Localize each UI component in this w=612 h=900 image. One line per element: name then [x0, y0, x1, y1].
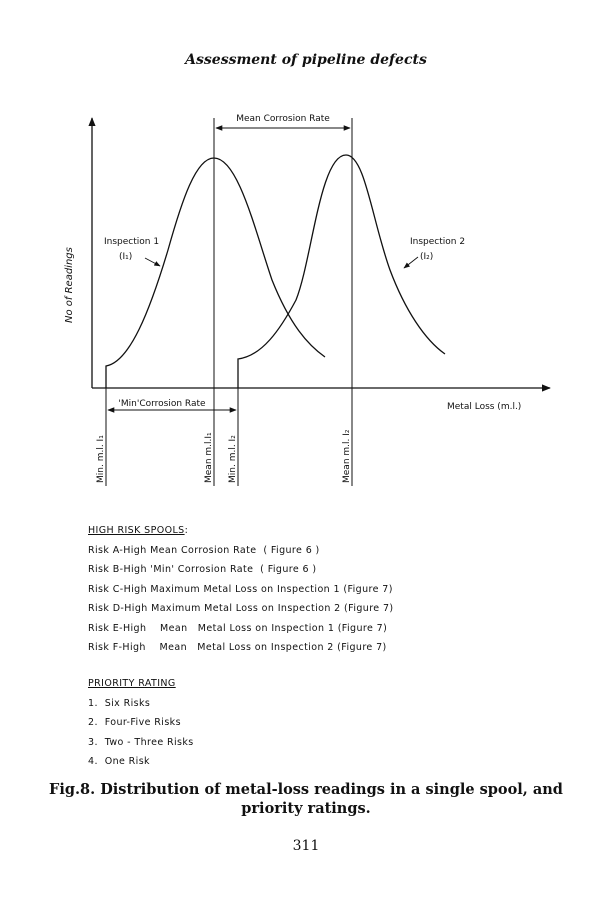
- x-axis-label: Metal Loss (m.l.): [447, 402, 522, 412]
- priority-item: 1. Six Risks: [88, 697, 151, 709]
- inspection2-leader: [404, 257, 418, 268]
- inspection1-label: Inspection 1: [104, 237, 160, 247]
- inspection2-label: Inspection 2: [410, 237, 466, 247]
- priority-list: [88, 678, 194, 776]
- risk-item: Risk A-High Mean Corrosion Rate ( Figure 6 ): [88, 544, 320, 556]
- risk-heading-colon: :: [184, 525, 189, 536]
- inspection2-sub: (I₂): [420, 252, 434, 262]
- inspection1-curve: [106, 158, 325, 388]
- risk-item: Risk C-High Maximum Metal Loss on Inspection 1 (Figure 7): [88, 583, 393, 595]
- figure-caption: Fig.8. Distribution of metal-loss readings in a single spool, and priority ratings.: [49, 781, 563, 817]
- running-header: Assessment of pipeline defects: [185, 52, 427, 68]
- priority-heading: PRIORITY RATING: [88, 678, 176, 689]
- risk-item: Risk D-High Maximum Metal Loss on Inspection 2 (Figure 7): [88, 603, 394, 614]
- marker-mean-ml-i1: Mean m.l.I₁: [204, 432, 214, 483]
- inspection1-leader: [145, 258, 160, 266]
- risk-heading-row: [88, 525, 394, 545]
- risk-item: Risk B-High 'Min' Corrosion Rate ( Figure 6 ): [88, 564, 317, 575]
- risk-item: Risk E-High Mean Metal Loss on Inspection 1 (Figure 7): [88, 622, 388, 634]
- page-number: 311: [292, 838, 320, 854]
- risk-heading: HIGH RISK SPOOLS: [88, 525, 185, 536]
- marker-min-ml-i2: Min. m.l. I₂: [228, 435, 238, 483]
- min-rate-label: 'Min'Corrosion Rate: [118, 399, 206, 409]
- priority-item: 2. Four-Five Risks: [88, 717, 181, 728]
- inspection1-sub: (I₁): [119, 252, 133, 262]
- risk-list: [88, 525, 394, 662]
- marker-min-ml-i1: Min. m.l. I₁: [96, 435, 106, 483]
- priority-item: 3. Two - Three Risks: [88, 736, 194, 748]
- mean-rate-label: Mean Corrosion Rate: [236, 114, 330, 124]
- y-axis-label: No of Readings: [64, 247, 75, 323]
- priority-item: 4. One Risk: [88, 756, 150, 767]
- risk-item: Risk F-High Mean Metal Loss on Inspection 2 (Figure 7): [88, 642, 387, 653]
- marker-mean-ml-i2: Mean m.l. I₂: [342, 429, 352, 483]
